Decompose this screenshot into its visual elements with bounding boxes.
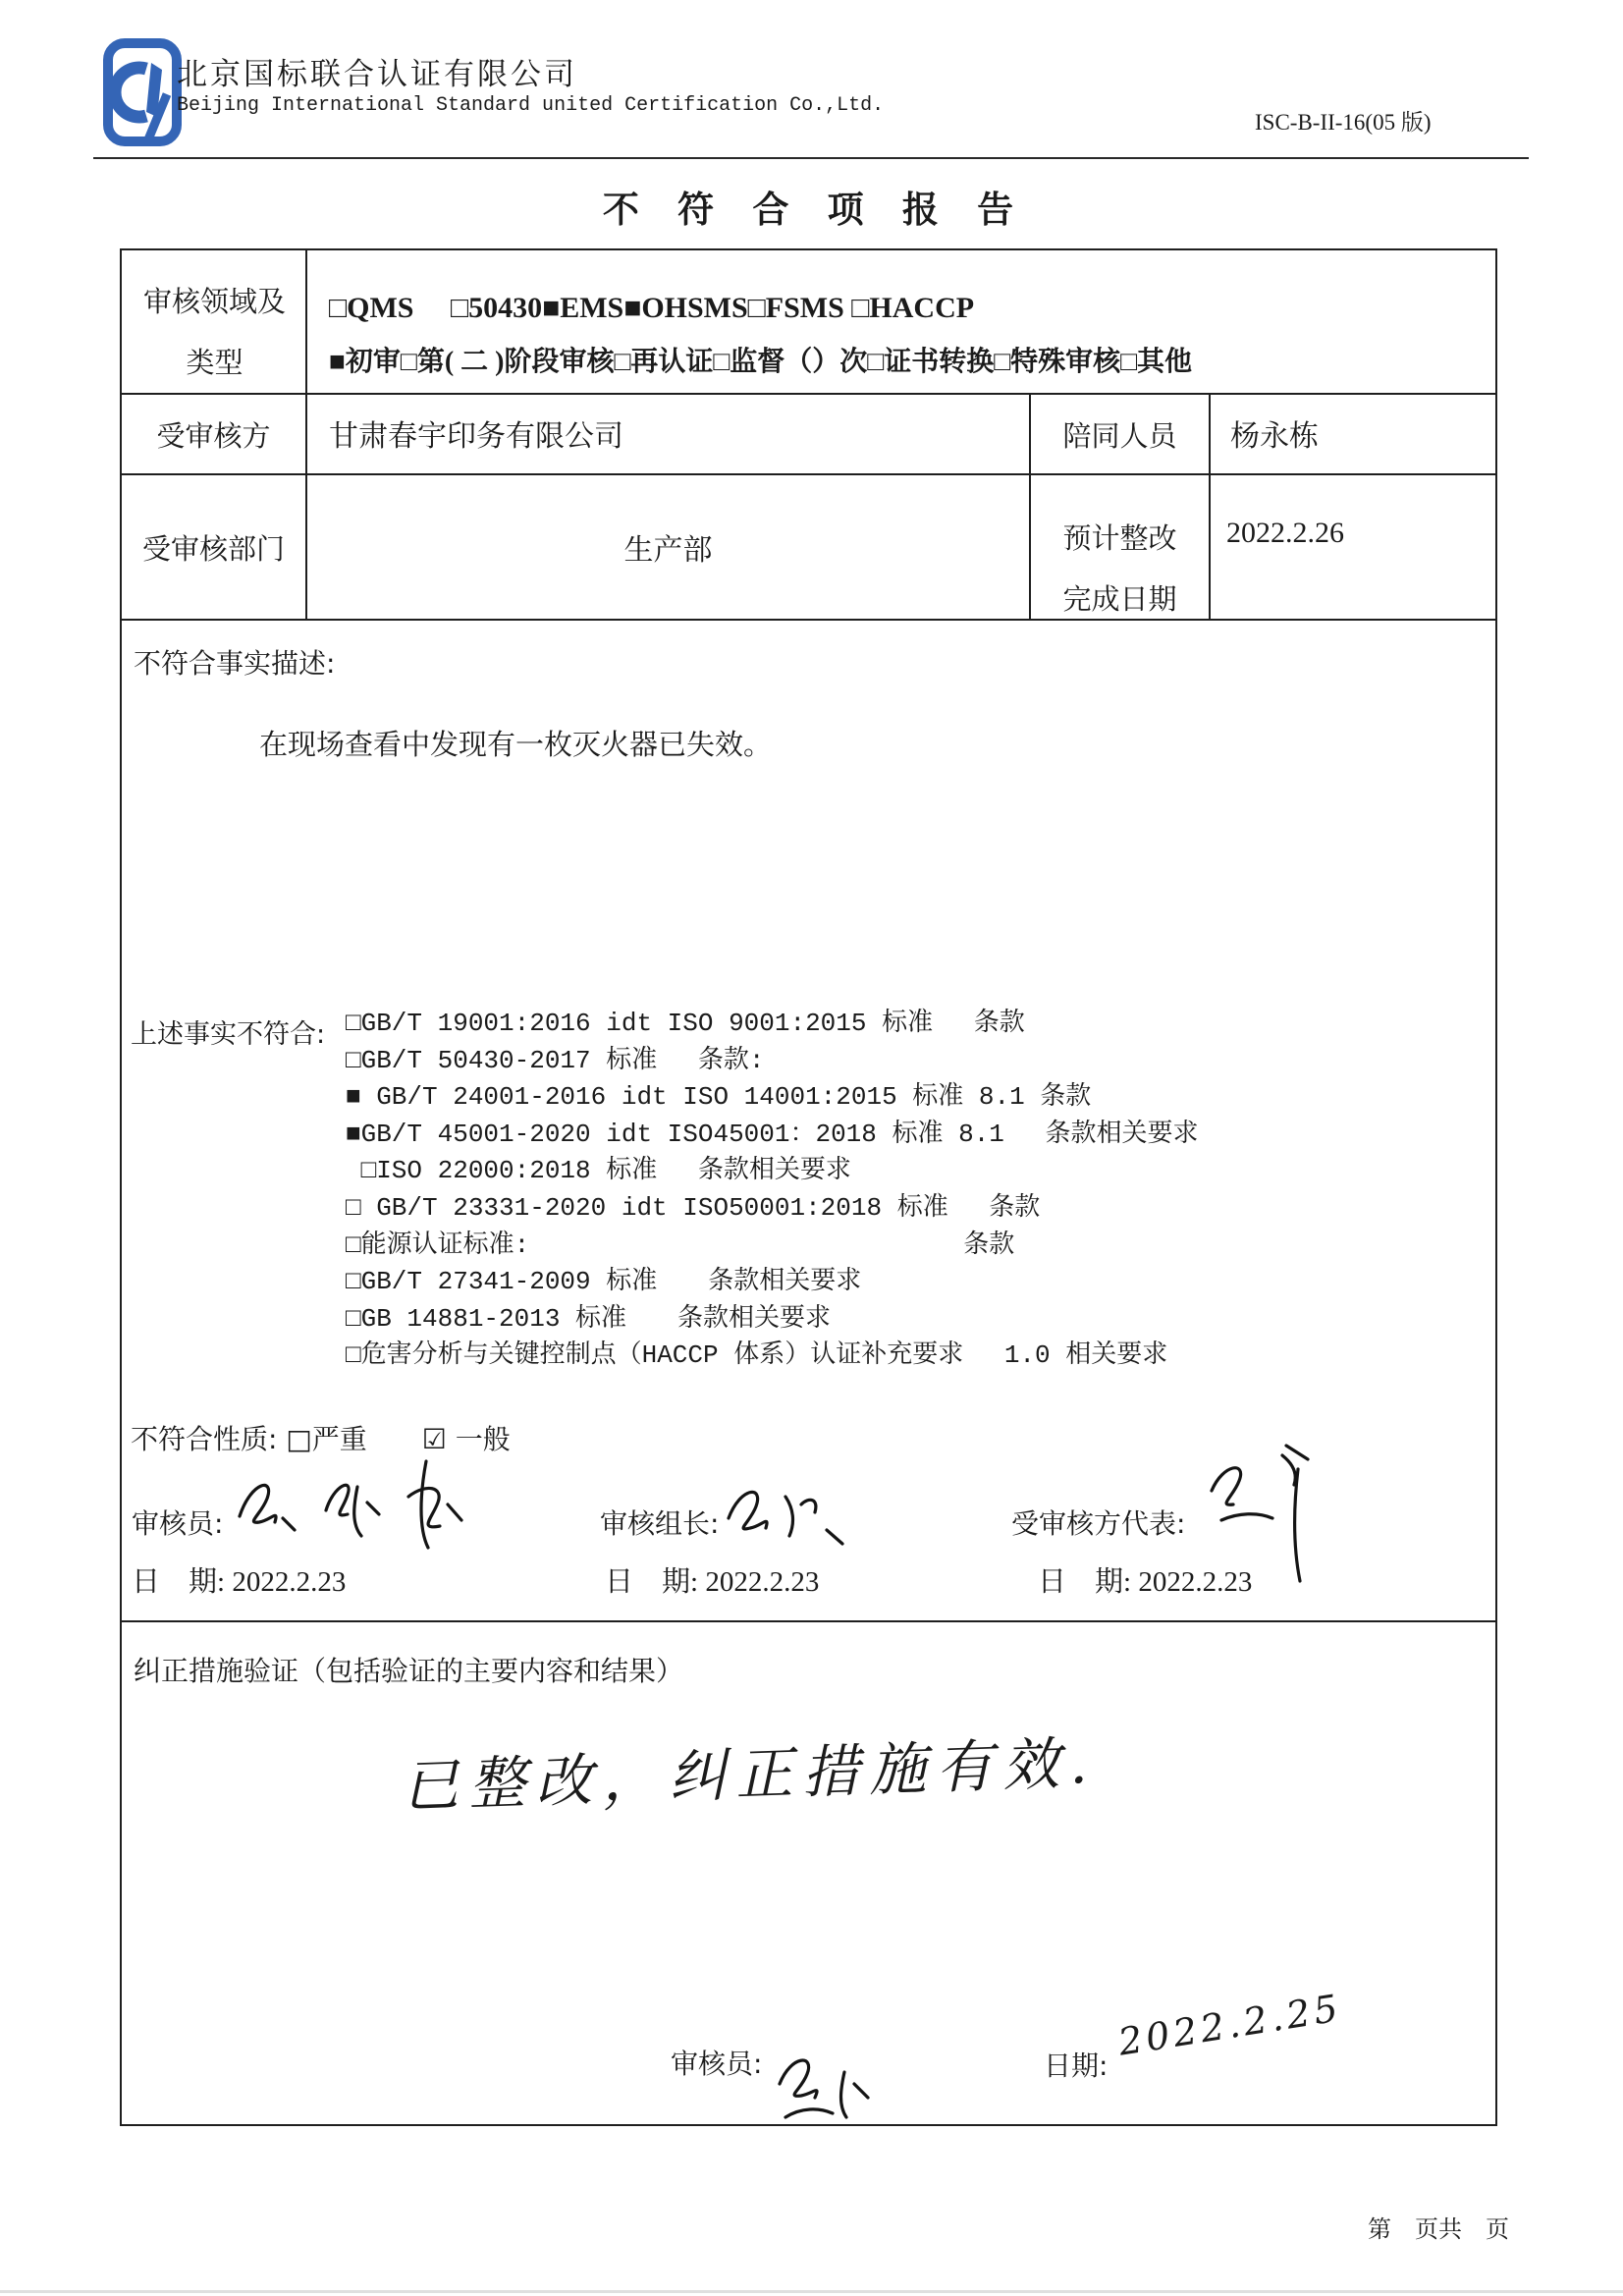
bottom-date-label: 日期: (1044, 2050, 1109, 2082)
audit-scope-value-cell (307, 250, 1495, 393)
certification-logo-icon (102, 37, 183, 147)
accompany-value-cell (1211, 395, 1495, 473)
standard-checkbox-item: □ GB/T 23331-2020 idt ISO50001:2018 标准 条款 (346, 1192, 1041, 1223)
leader-date-value: 2022.2.23 (705, 1566, 820, 1598)
auditor-label: 审核员: (132, 1507, 224, 1540)
document-title: 不 符 合 项 报 告 (602, 191, 1021, 231)
auditee-rep-label: 受审核方代表: (1011, 1507, 1186, 1540)
department-name: 生产部 (623, 534, 713, 567)
row-auditee (122, 395, 1495, 475)
rectify-deadline-date: 2022.2.26 (1226, 517, 1344, 549)
audit-scope-label-cell (122, 250, 307, 393)
rep-date-value: 2022.2.23 (1138, 1566, 1253, 1598)
auditor-date-line (132, 1559, 346, 1600)
audit-scope-label-line1: 审核领域及 (142, 287, 286, 318)
rectify-label-line2: 完成日期 (1062, 584, 1177, 616)
auditee-label: 受审核方 (122, 395, 307, 473)
auditors-handwritten-signatures (224, 1446, 548, 1568)
rectify-deadline-label-cell (1031, 475, 1211, 619)
audit-types-checkboxes: ■初审□第( 二 )阶段审核□再认证□监督（）次□证书转换□特殊审核□其他 (329, 347, 1193, 377)
form-code: ISC-B-II-16(05 版) (1255, 110, 1432, 135)
row-department (122, 475, 1495, 621)
company-name-en: Beijing International Standard united Certification Co.,Ltd. (177, 94, 885, 117)
department-value-cell (307, 475, 1031, 619)
company-logo (102, 37, 183, 147)
fact-description-text: 在现场查看中发现有一枚灭火器已失效。 (259, 728, 773, 761)
report-form-table (120, 248, 1497, 2126)
verification-label: 纠正措施验证（包括验证的主要内容和结果） (134, 1655, 684, 1687)
bottom-auditor-label: 审核员: (671, 2048, 763, 2080)
standard-checkbox-item: □GB 14881-2013 标准 条款相关要求 (346, 1303, 832, 1334)
date-label: 日 期: (1038, 1566, 1139, 1598)
row-nonconformity-body (122, 621, 1495, 1622)
scan-bottom-edge-artifact (0, 2290, 1623, 2293)
standard-checkbox-item: □GB/T 19001:2016 idt ISO 9001:2015 标准 条款 (346, 1009, 1025, 1038)
date-label: 日 期: (605, 1566, 706, 1598)
standard-checkbox-item: □GB/T 50430-2017 标准 条款: (346, 1045, 765, 1075)
team-leader-handwritten-signature (711, 1457, 897, 1565)
row-audit-scope (122, 250, 1495, 395)
accompany-label: 陪同人员 (1031, 395, 1211, 473)
nonconformity-nature-line: 不符合性质: □严重 ☑ 一般 (131, 1423, 511, 1455)
auditee-value-cell (307, 395, 1031, 473)
rectify-label-line1: 预计整改 (1062, 523, 1177, 555)
standard-checkbox-item: □GB/T 27341-2009 标准 条款相关要求 (346, 1267, 862, 1297)
standard-checkbox-item: ■GB/T 45001-2020 idt ISO45001：2018 标准 8.1 条款相关要求 (346, 1119, 1199, 1149)
standards-section-label: 上述事实不符合: (131, 1019, 326, 1050)
standard-checkbox-item: ■ GB/T 24001-2016 idt ISO 14001:2015 标准 8.1 条款 (346, 1082, 1092, 1113)
page-number-note: 第 页共 页 (1368, 2217, 1509, 2243)
leader-date-line (605, 1559, 819, 1600)
company-name-cn: 北京国标联合认证有限公司 (177, 57, 577, 92)
fact-description-label: 不符合事实描述: (134, 647, 336, 680)
rectify-date-cell (1211, 475, 1495, 619)
bottom-auditor-handwritten-signature (758, 2033, 895, 2160)
verification-handwritten-text: 已整改，纠正措施有效. (401, 1728, 1099, 1821)
date-label: 日 期: (132, 1566, 233, 1598)
accompany-person-name: 杨永栋 (1230, 420, 1319, 454)
standard-checkbox-item: □能源认证标准: 条款 (346, 1230, 1015, 1260)
bottom-handwritten-date: 2022.2.25 (1114, 1986, 1345, 2064)
audit-systems-checkboxes: □QMS □50430■EMS■OHSMS□FSMS □HACCP (329, 292, 975, 324)
team-leader-label: 审核组长: (600, 1507, 720, 1540)
standard-checkbox-item: □ISO 22000:2018 标准 条款相关要求 (346, 1156, 851, 1186)
standard-checkbox-item: □危害分析与关键控制点（HACCP 体系）认证补充要求 1.0 相关要求 (346, 1340, 1168, 1371)
standards-checkbox-list (346, 1006, 1199, 1375)
auditee-company-name: 甘肃春宇印务有限公司 (329, 420, 623, 454)
header-divider (93, 157, 1529, 159)
audit-scope-label-line2: 类型 (186, 348, 243, 379)
auditor-date-value: 2022.2.23 (232, 1566, 347, 1598)
department-label: 受审核部门 (122, 475, 307, 619)
row-verification (122, 1622, 1495, 2120)
rep-date-line (1038, 1559, 1252, 1600)
